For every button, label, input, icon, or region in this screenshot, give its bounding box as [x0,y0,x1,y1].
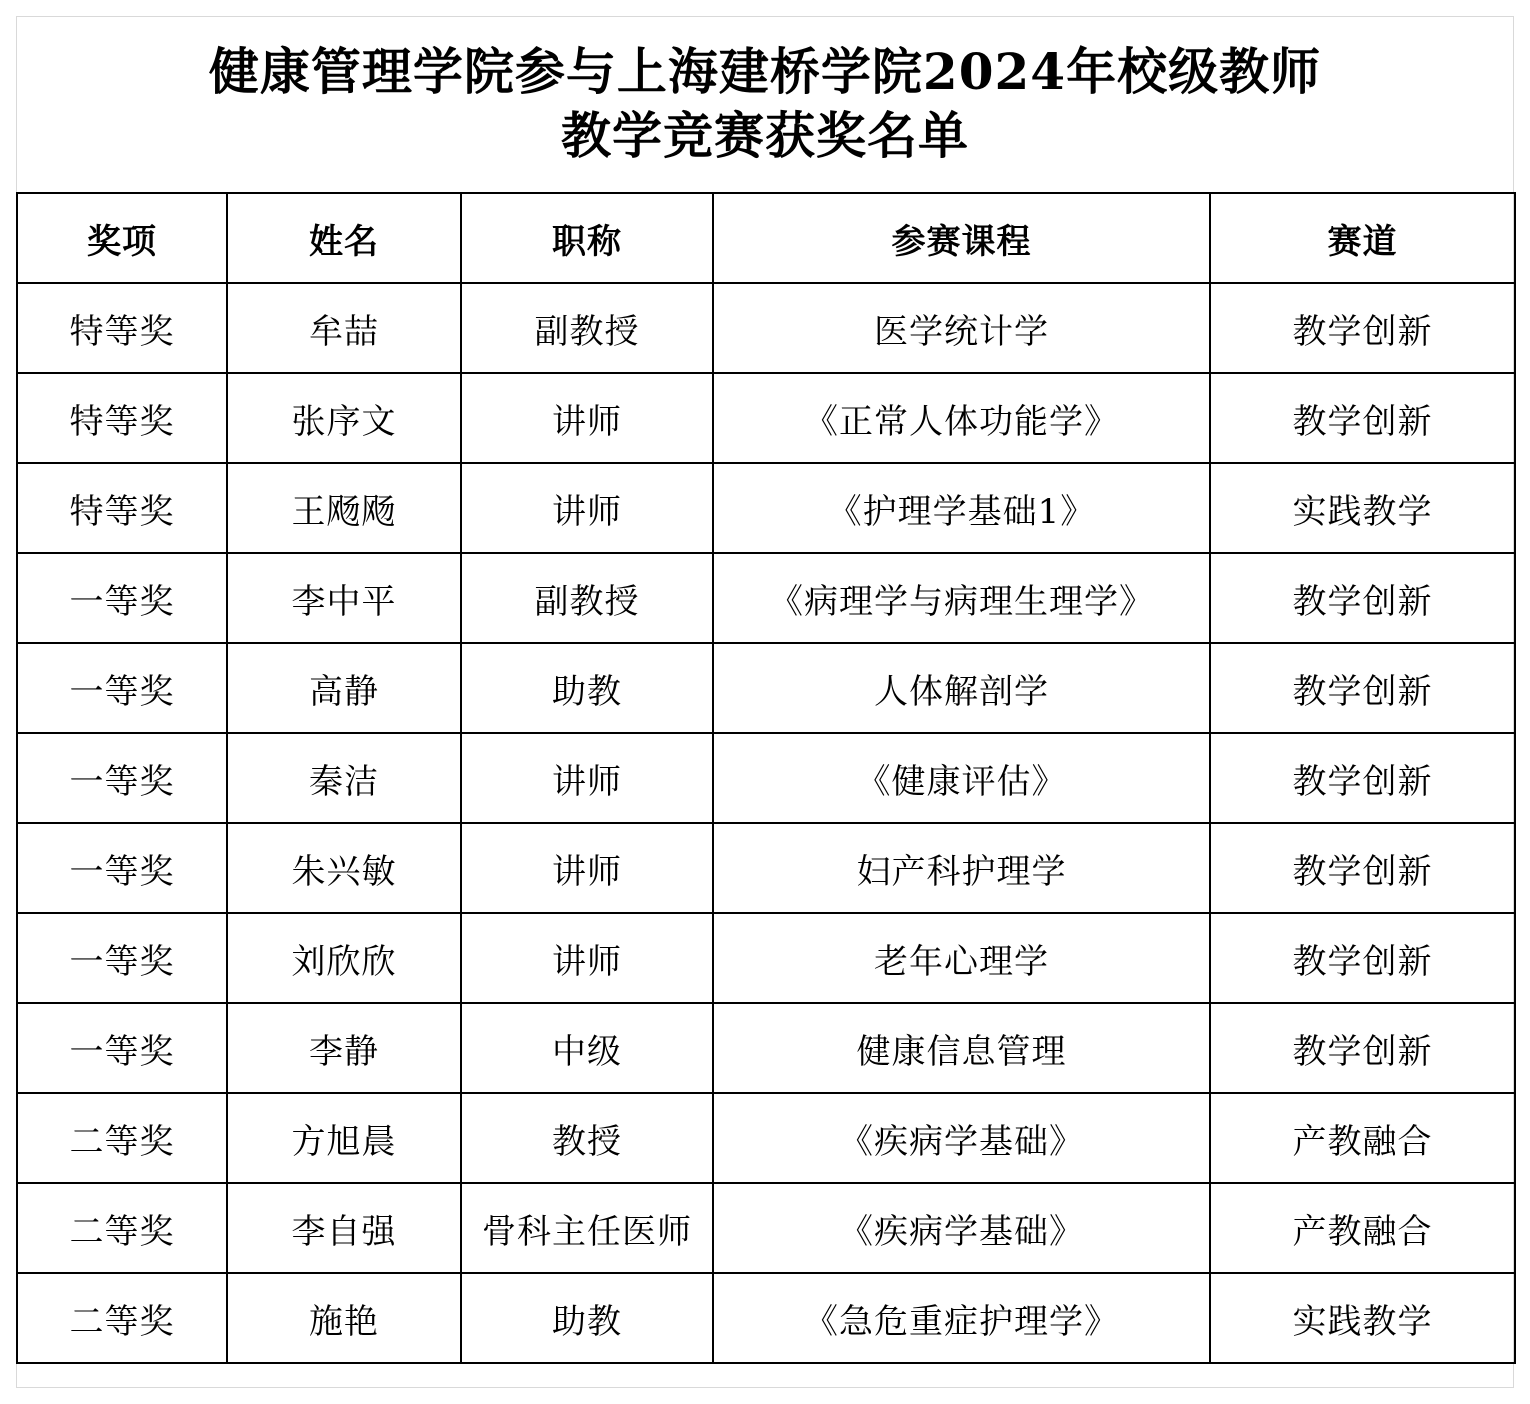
cell-track: 产教融合 [1210,1183,1515,1273]
cell-title: 讲师 [461,373,713,463]
table-row [17,553,1515,643]
cell-course: 《急危重症护理学》 [713,1273,1210,1363]
cell-name: 高静 [227,643,461,733]
cell-track: 教学创新 [1210,643,1515,733]
cell-course: 《疾病学基础》 [713,1183,1210,1273]
cell-track: 教学创新 [1210,373,1515,463]
cell-name: 李中平 [227,553,461,643]
table-row [17,283,1515,373]
cell-track: 教学创新 [1210,553,1515,643]
cell-title: 讲师 [461,913,713,1003]
header-award: 奖项 [17,193,227,283]
cell-title: 讲师 [461,733,713,823]
cell-name: 张序文 [227,373,461,463]
cell-award: 一等奖 [17,913,227,1003]
cell-name: 施艳 [227,1273,461,1363]
cell-title: 骨科主任医师 [461,1183,713,1273]
header-track: 赛道 [1210,193,1515,283]
cell-name: 方旭晨 [227,1093,461,1183]
document-title-line-2: 教学竞赛获奖名单 [561,106,969,165]
cell-track: 实践教学 [1210,1273,1515,1363]
cell-name: 刘欣欣 [227,913,461,1003]
cell-award: 二等奖 [17,1273,227,1363]
cell-course: 老年心理学 [713,913,1210,1003]
table-row [17,1273,1515,1363]
title-block [16,16,1514,192]
table-row [17,823,1515,913]
cell-name: 李静 [227,1003,461,1093]
cell-award: 特等奖 [17,283,227,373]
cell-course: 《正常人体功能学》 [713,373,1210,463]
cell-award: 一等奖 [17,733,227,823]
cell-course: 医学统计学 [713,283,1210,373]
cell-course: 《健康评估》 [713,733,1210,823]
document-title-line-1: 健康管理学院参与上海建桥学院2024年校级教师 [208,42,1322,101]
cell-title: 中级 [461,1003,713,1093]
cell-award: 一等奖 [17,1003,227,1093]
cell-course: 《护理学基础1》 [713,463,1210,553]
cell-title: 教授 [461,1093,713,1183]
cell-award: 特等奖 [17,373,227,463]
cell-title: 助教 [461,643,713,733]
cell-track: 教学创新 [1210,1003,1515,1093]
cell-name: 王飏飏 [227,463,461,553]
awards-table [16,192,1516,1364]
table-row [17,733,1515,823]
cell-title: 讲师 [461,463,713,553]
header-course: 参赛课程 [713,193,1210,283]
cell-title: 助教 [461,1273,713,1363]
cell-track: 教学创新 [1210,913,1515,1003]
cell-award: 一等奖 [17,643,227,733]
table-row [17,373,1515,463]
cell-course: 人体解剖学 [713,643,1210,733]
cell-track: 实践教学 [1210,463,1515,553]
cell-course: 《病理学与病理生理学》 [713,553,1210,643]
cell-award: 二等奖 [17,1093,227,1183]
cell-title: 副教授 [461,553,713,643]
header-name: 姓名 [227,193,461,283]
cell-course: 健康信息管理 [713,1003,1210,1093]
table-row [17,463,1515,553]
cell-award: 一等奖 [17,553,227,643]
header-title: 职称 [461,193,713,283]
cell-name: 朱兴敏 [227,823,461,913]
cell-name: 秦洁 [227,733,461,823]
cell-course: 妇产科护理学 [713,823,1210,913]
cell-track: 教学创新 [1210,823,1515,913]
cell-course: 《疾病学基础》 [713,1093,1210,1183]
cell-title: 讲师 [461,823,713,913]
table-row [17,643,1515,733]
table-row [17,1183,1515,1273]
cell-name: 李自强 [227,1183,461,1273]
table-row [17,1093,1515,1183]
cell-award: 特等奖 [17,463,227,553]
table-row [17,1003,1515,1093]
cell-track: 教学创新 [1210,733,1515,823]
table-row [17,913,1515,1003]
cell-award: 一等奖 [17,823,227,913]
cell-track: 教学创新 [1210,283,1515,373]
cell-award: 二等奖 [17,1183,227,1273]
cell-name: 牟喆 [227,283,461,373]
table-header-row [17,193,1515,283]
cell-track: 产教融合 [1210,1093,1515,1183]
cell-title: 副教授 [461,283,713,373]
